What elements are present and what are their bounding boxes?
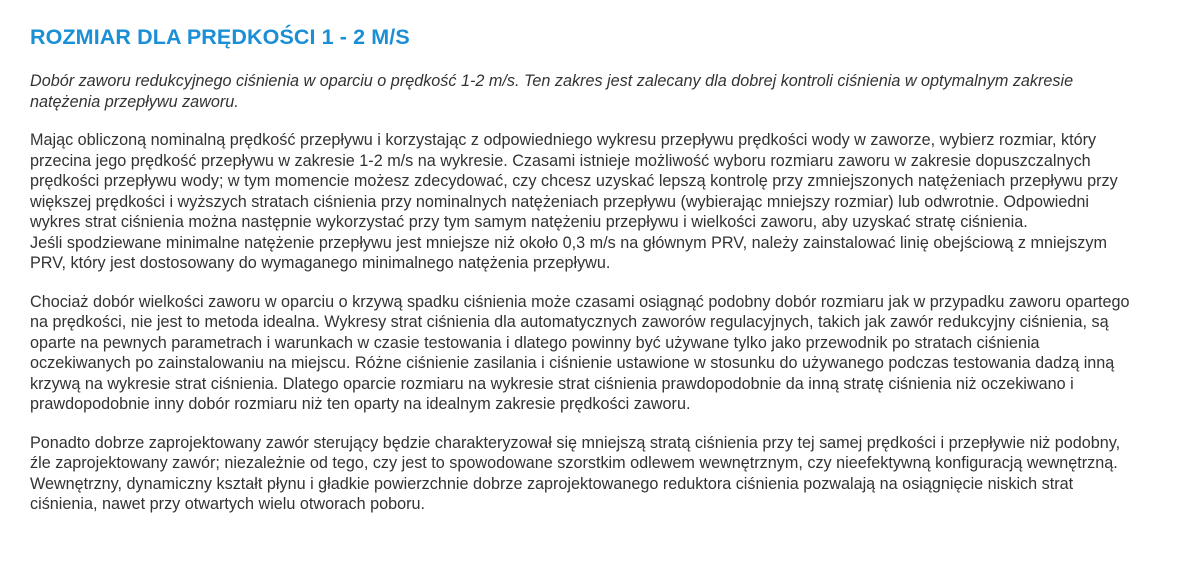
paragraph-text: Mając obliczoną nominalną prędkość przepływu i korzystając z odpowiedniego wykresu przepływu prędkości wody w zaworze, wybierz rozmiar, który przecina jego prędkość przepływu w zakresie 1-2 m/s na wykresie. Czasami istnieje możliwość wyboru rozmiaru zaworu w zakresie dopuszczalnych prędkości przepływu wody; w tym momencie możesz zdecydować, czy chcesz uzyskać lepszą kontrolę przy zmniejszonych natężeniach przepływu przy większej prędkości i wyższych stratach ciśnienia przy nominalnych natężeniach przepływu (wybierając mniejszy rozmiar) lub odwrotnie. Odpowiedni wykres strat ciśnienia można następnie wykorzystać przy tym samym natężeniu przepływu i wielkości zaworu, aby uzyskać stratę ciśnienia. [30, 131, 1118, 231]
paragraph-velocity-sizing [30, 130, 1140, 274]
intro-paragraph: Dobór zaworu redukcyjnego ciśnienia w oparciu o prędkość 1-2 m/s. Ten zakres jest zalecany dla dobrej kontroli ciśnienia w optymalnym zakresie natężenia przepływu zaworu. [30, 72, 1074, 111]
paragraph-valve-design: Ponadto dobrze zaprojektowany zawór sterujący będzie charakteryzował się mniejszą stratą ciśnienia przy tej samej prędkości i przepływie niż podobny, źle zaprojektowany zawór; niezależnie od tego, czy jest to spowodowane szorstkim odlewem wewnętrznym, czy nieefektywną konfiguracją wewnętrzną. Wewnętrzny, dynamiczny kształt płynu i gładkie powierzchnie dobrze zaprojektowanego reduktora ciśnienia pozwalają na osiągnięcie niskich strat ciśnienia, nawet przy otwartych wielu otworach poboru. [30, 433, 1121, 513]
paragraph-text-bypass: Jeśli spodziewane minimalne natężenie przepływu jest mniejsze niż około 0,3 m/s na głównym PRV, należy zainstalować linię obejściową z mniejszym PRV, który jest dostosowany do wymaganego minimalnego natężenia przepływu. [30, 233, 1107, 272]
paragraph-pressure-drop: Chociaż dobór wielkości zaworu w oparciu o krzywą spadku ciśnienia może czasami osiągnąć podobny dobór rozmiaru jak w przypadku zaworu opartego na prędkości, nie jest to metoda idealna. Wykresy strat ciśnienia dla automatycznych zaworów regulacyjnych, takich jak zawór redukcyjny ciśnienia, są oparte na pewnych parametrach i warunkach w czasie testowania i dlatego powinny być używane tylko jako przewodnik po stratach ciśnienia oczekiwanych po zainstalowaniu na miejscu. Różne ciśnienie zasilania i ciśnienie ustawione w stosunku do używanego podczas testowania dadzą inną krzywą na wykresie strat ciśnienia. Dlatego oparcie rozmiaru na wykresie strat ciśnienia prawdopodobnie da inną stratę ciśnienia niż oczekiwano i prawdopodobnie inny dobór rozmiaru niż ten oparty na idealnym zakresie prędkości zaworu. [30, 292, 1130, 413]
page-title: ROZMIAR DLA PRĘDKOŚCI 1 - 2 M/S [30, 25, 410, 49]
